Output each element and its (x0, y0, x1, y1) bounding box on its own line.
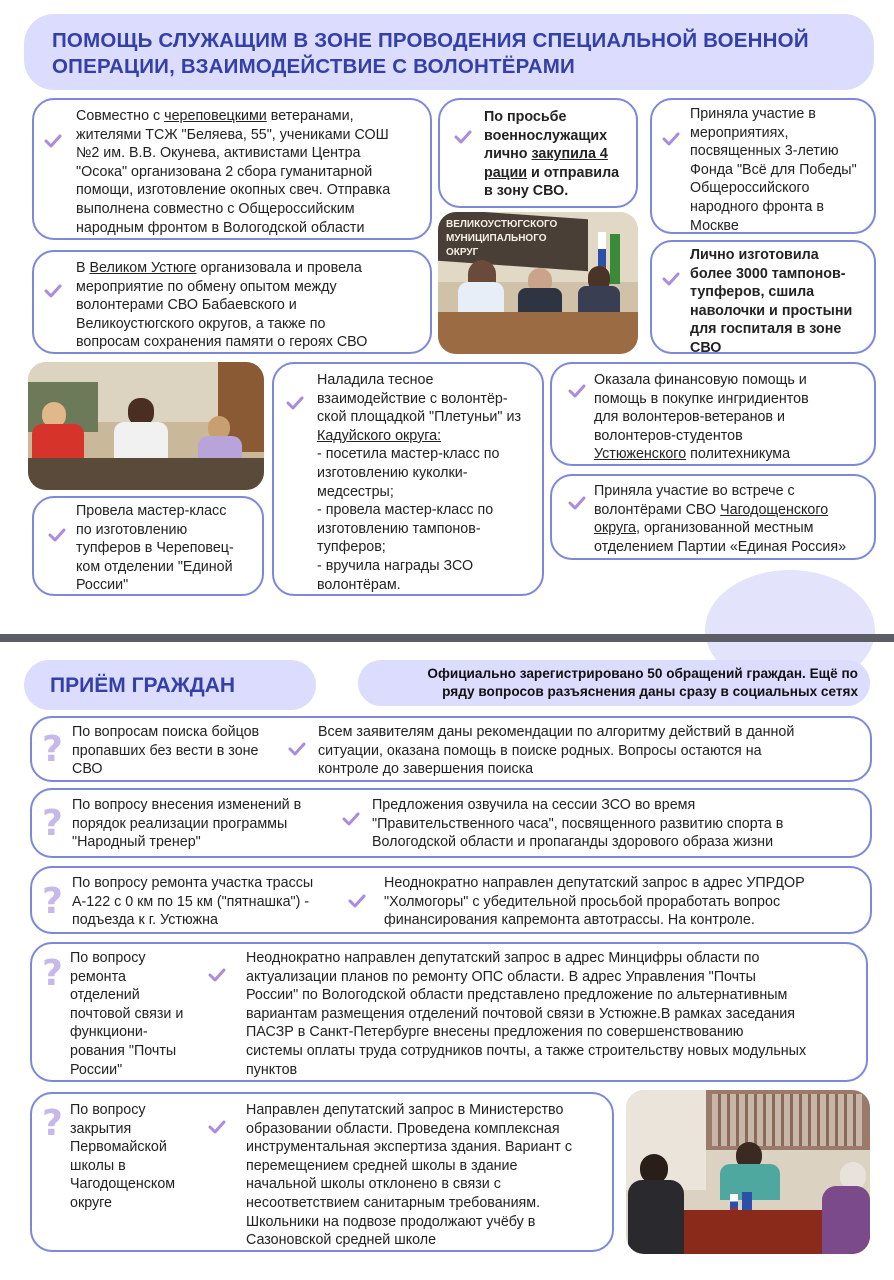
question-icon: ? (42, 1103, 63, 1144)
check-icon (208, 1120, 224, 1130)
reception-row: ? По вопросу закрытия Первомайской школы в Чагодощенском округе Направлен депутатский запрос в Министерство образовании области. Проведена комплексная инструментальная экспертиза здания. Вариант с перемещением средней школы в здание начальной школы отклонено в связи с несоответствием санитарным требованиям. Школьники на подвозе продолжают учёбу в Сазоновской средней школе (30, 1092, 614, 1252)
check-icon (454, 130, 470, 140)
section-divider (0, 634, 894, 642)
question-icon: ? (42, 881, 63, 922)
question-icon: ? (42, 803, 63, 844)
reception-row: ? По вопросу ремонта участка трассы А-122 с 0 км по 15 км ("пятнашка") - подъезда к г. Устюжна Неоднократно направлен депутатский запрос в адрес УПРДОР "Холмогоры" с убедительной просьбой проработать вопрос финансирования капремонта автотрассы. На контроле. (30, 866, 872, 934)
reception-row: ? По вопросам поиска бойцов пропавших без вести в зоне СВО Всем заявителям даны рекомендации по алгоритму действий в данной ситуации, оказана помощь в поиске родных. Вопросы остаются на контроле до завершения поиска (30, 716, 872, 782)
reception-photo (626, 1090, 870, 1254)
svo-card-chagoda-meeting: Приняла участие во встрече с волонтёрами СВО Чагодощенского округа, организованной местным отделением Партии «Единая Россия» (550, 474, 876, 560)
reception-stat-pill (358, 660, 870, 706)
check-icon (348, 894, 364, 904)
check-icon (48, 528, 64, 538)
check-icon (662, 132, 678, 142)
svo-card-fund: Приняла участие в мероприятиях, посвященных 3-летию Фонда "Всё для Победы" Общероссийского народного фронта в Москве (650, 98, 876, 234)
check-icon (342, 812, 358, 822)
svo-card-pletuni: Наладила тесное взаимодействие с волонтёр- ской площадкой "Плетуньи" из Кадуйского округа: - посетила мастер-класс по изготовлению куколки- медсестры; - провела мастер-класс по изготовлению тампонов- тупферов; - вручила награды ЗСО волонтёрам. (272, 362, 544, 596)
flag (610, 234, 620, 284)
check-icon (288, 742, 304, 752)
masterclass-photo (28, 362, 264, 490)
svo-card-velikiy-ustyug: В Великом Устюге организовала и провела мероприятие по обмену опытом между волонтерами СВО Бабаевского и Великоустюгского округов, а также по вопросам сохранения памяти о героях СВО (32, 250, 432, 354)
svo-card-financial-help: Оказала финансовую помощь и помощь в покупке ингридиентов для волонтеров-ветеранов и волонтеров-студентов Устюженского политехникума (550, 362, 876, 466)
svo-card-cherepovets-masterclass: Провела мастер-класс по изготовлению тупферов в Череповец- ком отделении "Единой России" (32, 496, 264, 596)
reception-row: ? По вопросу внесения изменений в порядок реализации программы "Народный тренер" Предложения озвучила на сессии ЗСО во время "Правительственного часа", посвященного развитию спорта в Вологодской области и пропаганды здорового образа жизни (30, 788, 872, 858)
sign-text: ВЕЛИКОУСТЮГСКОГО МУНИЦИПАЛЬНОГО ОКРУГ (446, 219, 558, 258)
svo-card-humanitarian: Совместно с череповецкими ветеранами, жителями ТСЖ "Беляева, 55", учениками СОШ №2 им. В.В. Окунева, активистами Центра "Осока" организована 2 сбора гуманитарной помощи, изготовление окопных свеч. Отправка выполнена совместно с Общероссийским народным фронтом в Вологодской области (32, 98, 432, 240)
question-icon: ? (42, 729, 63, 770)
check-icon (44, 134, 60, 144)
check-icon (568, 496, 584, 506)
svo-card-radios: По просьбе военнослужащих лично закупила 4 рации и отправила в зону СВО. (438, 98, 638, 208)
question-icon: ? (42, 953, 63, 994)
meeting-photo (438, 212, 638, 354)
check-icon (662, 272, 678, 282)
check-icon (208, 968, 224, 978)
check-icon (44, 284, 60, 294)
reception-title-pill (24, 660, 316, 710)
section-title-pill (24, 14, 874, 90)
section-title: ПОМОЩЬ СЛУЖАЩИМ В ЗОНЕ ПРОВОДЕНИЯ СПЕЦИАЛЬНОЙ ВОЕННОЙ ОПЕРАЦИИ, ВЗАИМОДЕЙСТВИЕ С ВОЛОНТЁРАМИ (52, 29, 809, 78)
check-icon (286, 396, 302, 406)
reception-stat: Официально зарегистрировано 50 обращений граждан. Ещё по ряду вопросов разъяснения даны сразу в социальных сетях (427, 666, 858, 699)
reception-row: ? По вопросу ремонта отделений почтовой связи и функциони- рования "Почты России" Неоднократно направлен депутатский запрос в адрес Минцифры области по актуализации планов по ремонту ОПС области. В адрес Управления "Почты России" по Вологодской области представлено предложение по альтернативным вариантам размещения отделений почтовой связи в Устюжне.В рамках заседания ПАСЗР в Санкт-Петербурге внесены предложения по совершенствованию системы оплаты труда сотрудников почты, а также строительству новых модульных пунктов (30, 942, 868, 1082)
svo-card-tampons: Лично изготовила более 3000 тампонов- тупферов, сшила наволочки и простыни для госпиталя в зоне СВО (650, 240, 876, 354)
check-icon (568, 384, 584, 394)
reception-title: ПРИЁМ ГРАЖДАН (50, 674, 236, 697)
